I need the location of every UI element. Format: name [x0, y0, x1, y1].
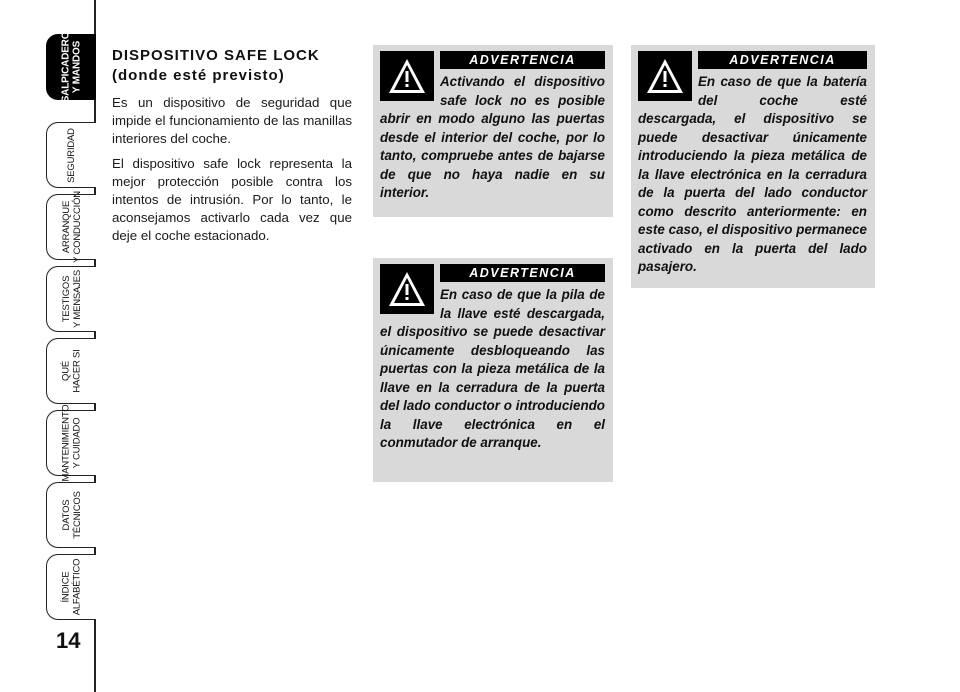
warning-heading: ADVERTENCIA [698, 51, 867, 69]
tab-label: DATOS TÉCNICOS [60, 491, 83, 539]
warning-heading: ADVERTENCIA [440, 51, 605, 69]
title-line-1: DISPOSITIVO SAFE LOCK [112, 47, 320, 64]
page-number: 14 [56, 628, 81, 653]
title-line-2: (donde esté previsto) [112, 67, 285, 84]
paragraph-2: El dispositivo safe lock representa la mejor protección posible contra los intentos de intrusión. Por lo tanto, le aconsejamos activarlo cada vez que deje el coche estacionado. [112, 156, 352, 243]
warning-text: En caso de que la batería del coche esté descargada, el dispositivo se puede desactivar únicamente introduciendo la pieza metálica de la llave electrónica en la cerradura de la puerta del lado conductor como descrito anteriormente: en este caso, el dispositivo permanece activado en la puerta del lado pasajero. [638, 74, 867, 274]
warning-text: En caso de que la pila de la llave esté descargada, el dispositivo se puede desactivar únicamente desbloqueando las puertas con la pieza metálica de la llave en la cerradura de la puerta del lado conductor o introduciendo la llave electrónica en el conmutador de arranque. [380, 287, 605, 450]
paragraph-1: Es un dispositivo de seguridad que impide el funcionamiento de las manillas interiores del coche. [112, 95, 352, 146]
tab-label: QUÉ HACER SI [60, 349, 83, 393]
tab-seguridad[interactable] [46, 122, 96, 188]
warning-text: Activando el dispositivo safe lock no es posible abrir en modo alguno las puertas desde el interior del coche, por lo tanto, compruebe antes de bajarse de que no haya nadie en su interior. [380, 74, 605, 200]
tab-indice-alfabetico[interactable] [46, 554, 96, 620]
tab-label: SEGURIDAD [66, 127, 77, 183]
warning-box-1 [373, 45, 613, 217]
warning-triangle-icon [380, 51, 434, 101]
tab-salpicadero-y-mandos[interactable] [46, 31, 96, 103]
tab-label: ÍNDICE ALFABÉTICO [60, 558, 83, 616]
tab-label: TESTIGOS Y MENSAJES [60, 269, 83, 329]
tab-que-hacer-si[interactable] [46, 338, 96, 404]
main-text-column [112, 46, 352, 252]
warning-heading: ADVERTENCIA [440, 264, 605, 282]
warning-triangle-icon [638, 51, 692, 101]
warning-box-3 [631, 45, 875, 288]
chapter-sidebar [0, 0, 100, 692]
tab-label: SALPICADERO Y MANDOS [60, 31, 83, 103]
warning-box-2 [373, 258, 613, 482]
tab-arranque-y-conduccion[interactable] [46, 191, 96, 263]
tab-testigos-y-mensajes[interactable] [46, 266, 96, 332]
tab-datos-tecnicos[interactable] [46, 482, 96, 548]
tab-label: MANTENIMIENTO Y CUIDADO [60, 404, 83, 482]
warning-triangle-icon [380, 264, 434, 314]
tab-mantenimiento-y-cuidado[interactable] [46, 404, 96, 482]
page-title [112, 46, 352, 86]
tab-label: ARRANQUE Y CONDUCCIÓN [60, 191, 83, 263]
